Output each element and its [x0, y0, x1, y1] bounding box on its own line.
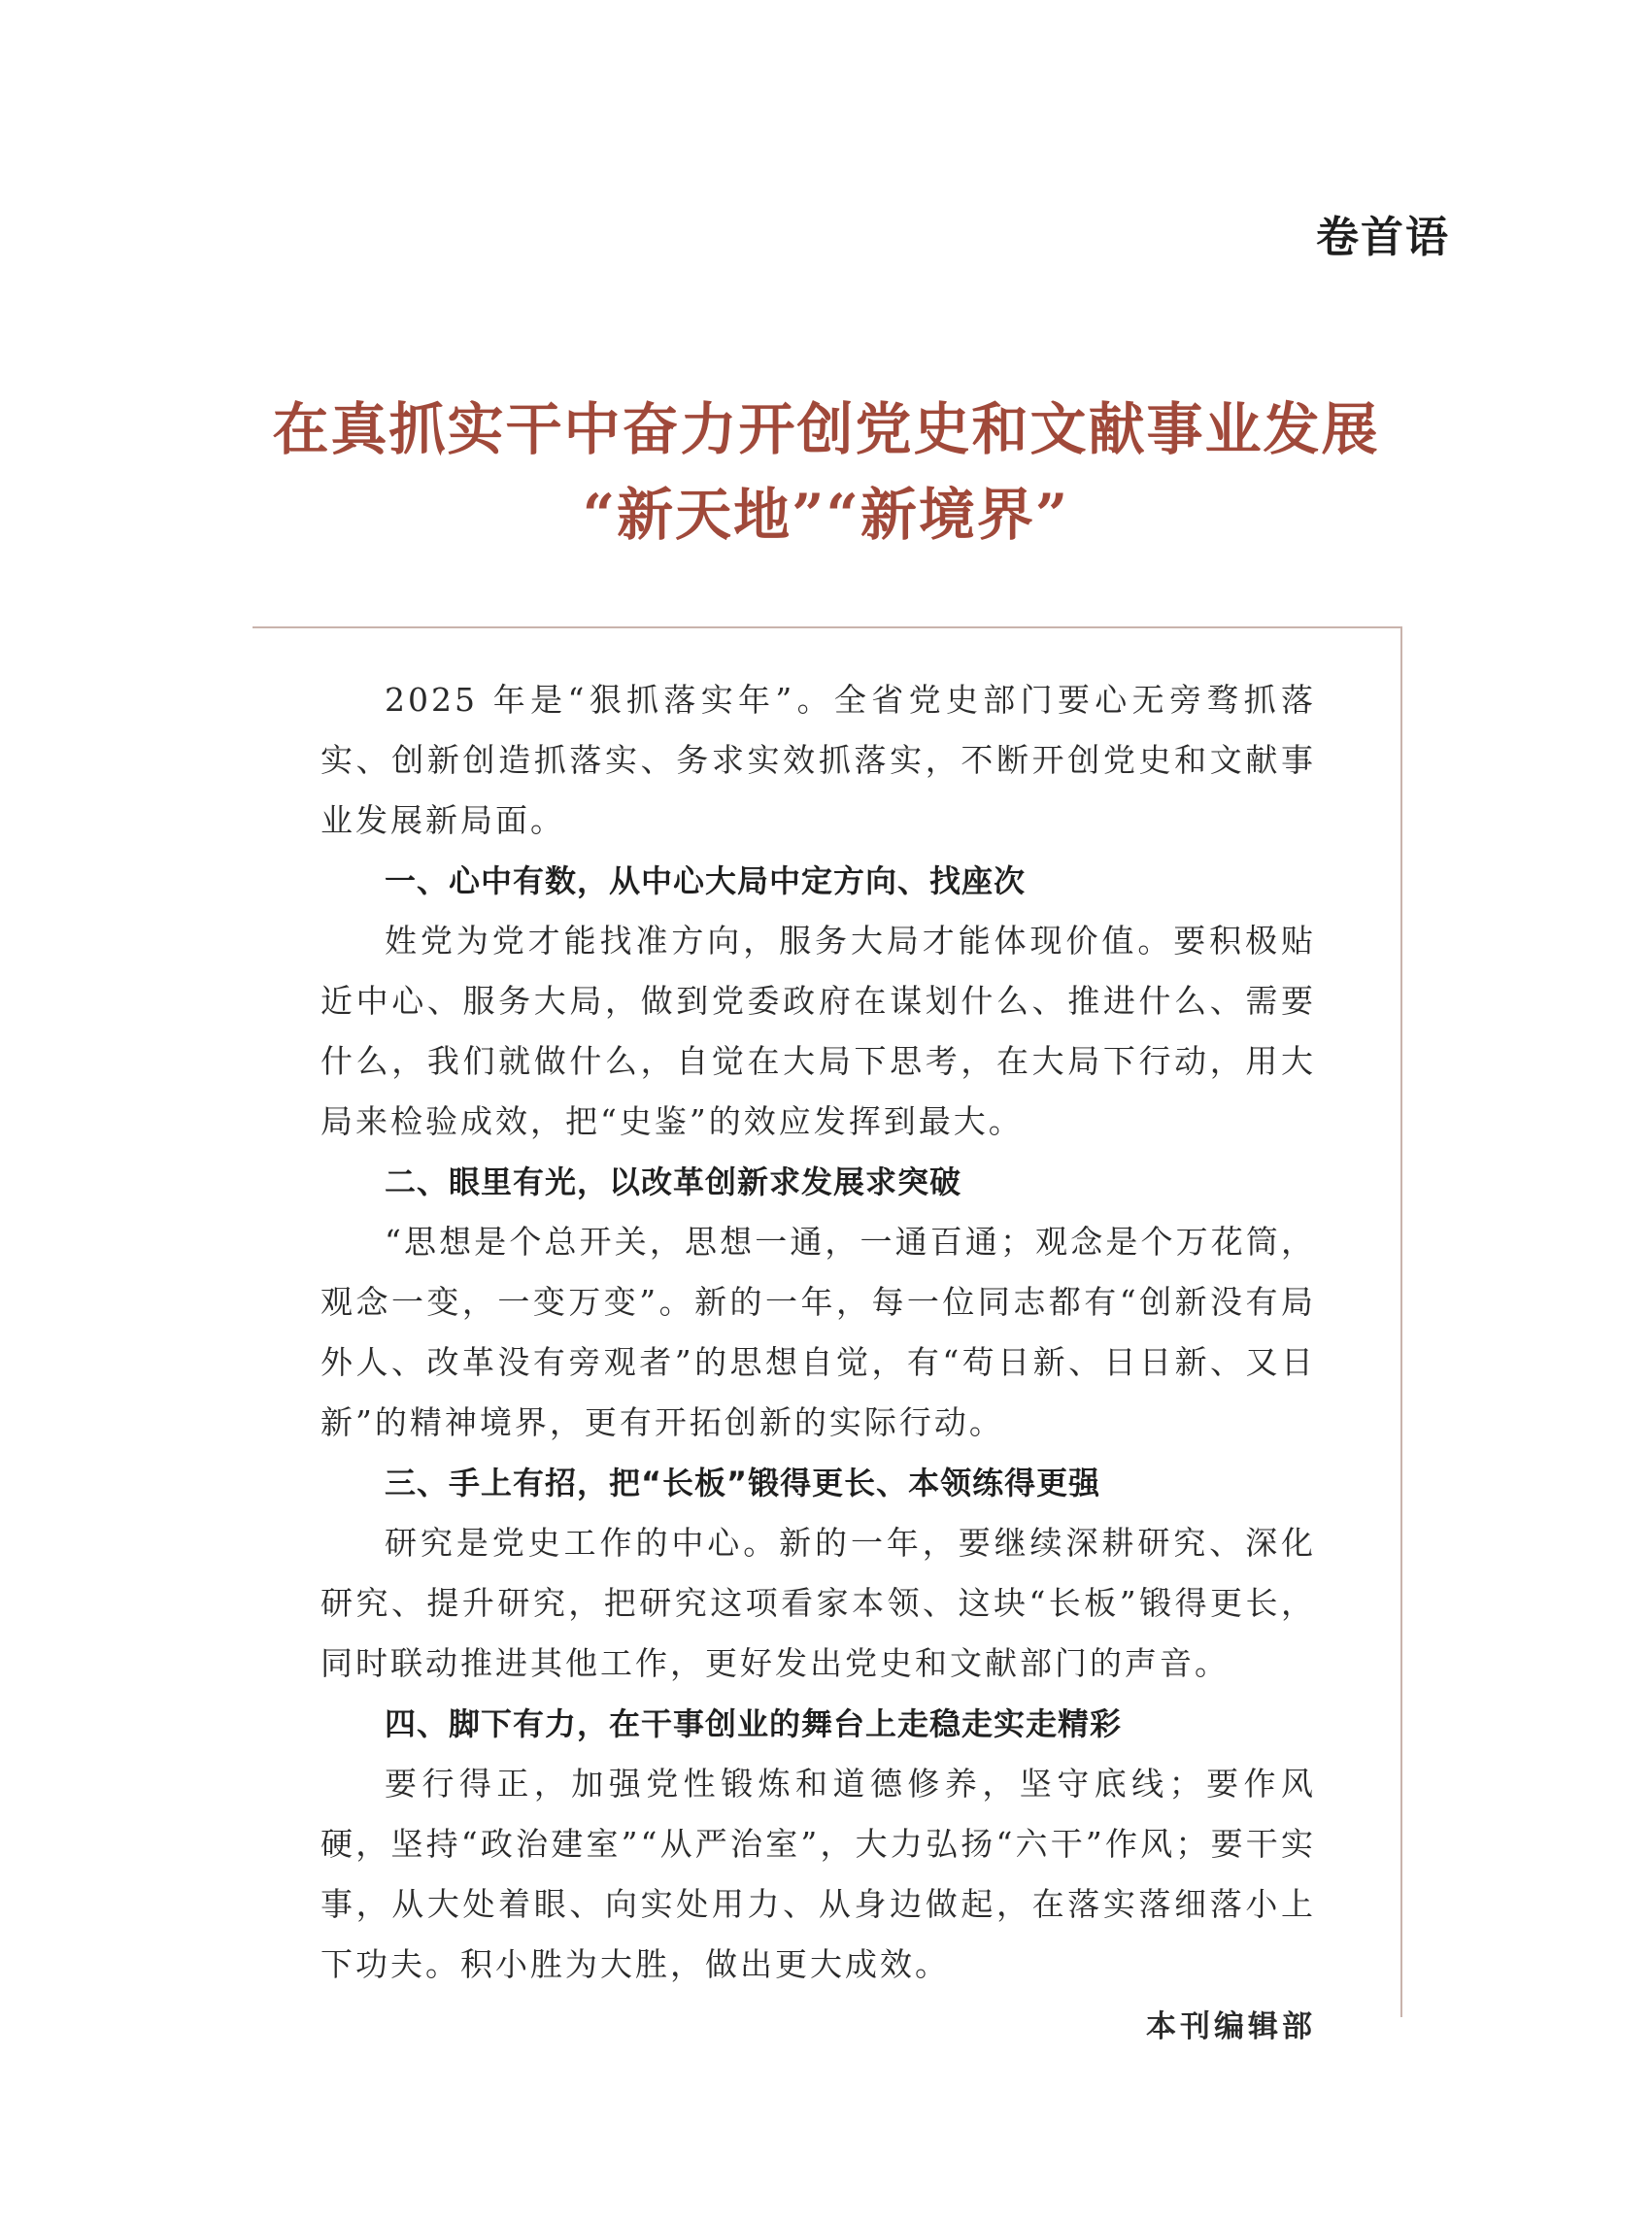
intro-paragraph: 2025 年是“狠抓落实年”。全省党史部门要心无旁骛抓落实、创新创造抓落实、务求实效抓落实，不断开创党史和文献事业发展新局面。 [320, 681, 1316, 839]
title-line-1: 在真抓实干中奋力开创党史和文献事业发展 [272, 396, 1380, 462]
section-label: 卷首语 [1316, 213, 1450, 262]
section-paragraph-2: “思想是个总开关，思想一通，一通百通；观念是个万花筒，观念一变，一变万变”。新的一年，每一位同志都有“创新没有局外人、改革没有旁观者”的思想自觉，有“苟日新、日日新、又日新”的精神境界，更有开拓创新的实际行动。 [320, 1223, 1316, 1441]
article-body [320, 670, 1316, 2057]
section-heading-3: 三、手上有招，把“长板”锻得更长、本领练得更强 [385, 1465, 1101, 1501]
section-heading-4: 四、脚下有力，在干事创业的舞台上走稳走实走精彩 [385, 1705, 1123, 1742]
section-heading-1: 一、心中有数，从中心大局中定方向、找座次 [385, 862, 1027, 899]
editorial-signature: 本刊编辑部 [1146, 2009, 1316, 2044]
frame-right-rule [1400, 626, 1402, 2017]
article-title [0, 387, 1652, 557]
title-line-2: “新天地”“新境界” [582, 482, 1070, 548]
section-paragraph-3: 研究是党史工作的中心。新的一年，要继续深耕研究、深化研究、提升研究，把研究这项看家本领、这块“长板”锻得更长，同时联动推进其他工作，更好发出党史和文献部门的声音。 [320, 1524, 1316, 1682]
frame-top-rule [253, 626, 1402, 628]
section-paragraph-4: 要行得正，加强党性锻炼和道德修养，坚守底线；要作风硬，坚持“政治建室”“从严治室”，大力弘扬“六干”作风；要干实事，从大处着眼、向实处用力、从身边做起，在落实落细落小上下功夫。积小胜为大胜，做出更大成效。 [320, 1765, 1316, 1983]
section-paragraph-1: 姓党为党才能找准方向，服务大局才能体现价值。要积极贴近中心、服务大局，做到党委政府在谋划什么、推进什么、需要什么，我们就做什么，自觉在大局下思考，在大局下行动，用大局来检验成效，把“史鉴”的效应发挥到最大。 [320, 922, 1316, 1140]
section-heading-2: 二、眼里有光，以改革创新求发展求突破 [385, 1163, 962, 1200]
